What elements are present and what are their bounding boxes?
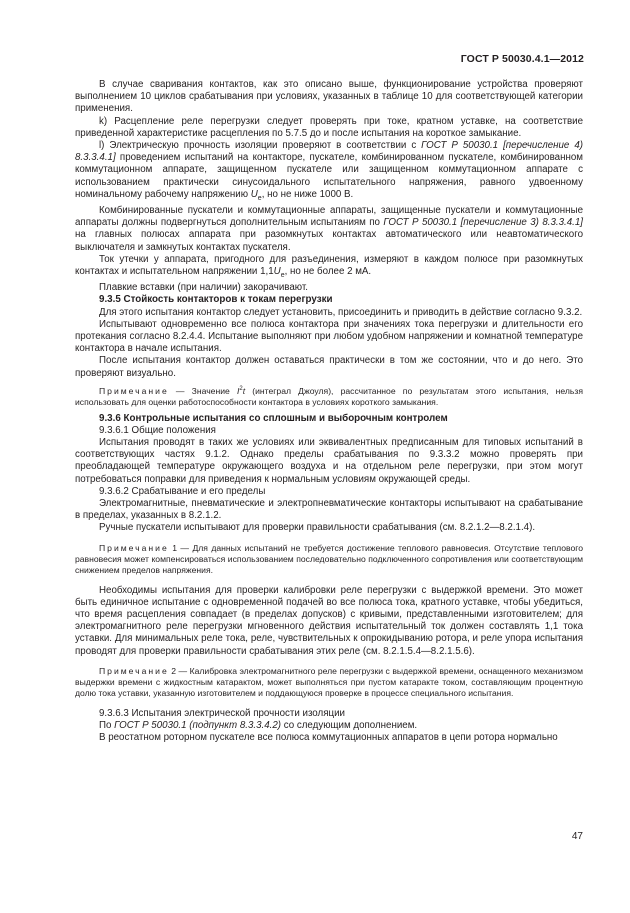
document-body [75,79,583,744]
note-text: 2 — Калибровка электромагнитного реле перегрузки с выдержкой времени, оснащенного механизмом выдержки времени с жидкостным катарактом, может выполняться при пустом катаракте током, составляющим процентную долю тока уставки, указанную изготовителем и поддающуюся проверке в процессе специального испытания. [75,665,583,698]
note-label: Примечание [99,665,169,676]
note-label: Примечание [99,385,169,396]
paragraph: В случае сваривания контактов, как это описано выше, функционирование устройства проверяют выполнением 10 циклов срабатывания при условиях, указанных в таблице 10 для соответствующей категории применения. [75,79,583,115]
document-header-id: ГОСТ Р 50030.4.1—2012 [460,53,584,65]
joule-integral-time-symbol: t [242,385,246,396]
subsection-heading: 9.3.6.3 Испытания электрической прочности изоляции [99,707,345,719]
note-text: (интеграл Джоуля), рассчитанное по результатам этого испытания, нельзя использовать для оценки работоспособности контактора в условиях короткого замыкания. [75,385,583,407]
note [75,384,583,408]
voltage-subscript: e [257,194,262,202]
paragraph: Необходимы испытания для проверки калибровки реле перегрузки с выдержкой времени. Это может быть единичное испытание с одновременной подачей во все полюса тока, кратного уставке, чтобы убедиться, что время расцепления совпадает (в пределах допусков) с кривыми, представленными изготовителем; для электромагнитного реле перегрузки мгновенного действия испытательный ток должен составлять 1,1 тока уставки. Для минимальных реле тока, реле, чувствительных к опрокидыванию ротора, и реле упора испытания проводят для проверки правильности срабатывания этих реле (см. 8.2.1.5.4—8.2.1.5.6). [75,584,583,657]
voltage-subscript: e [280,271,285,279]
paragraph-text: l) Электрическую прочность изоляции проверяют в соответствии с [99,140,422,152]
subsection-heading: 9.3.6.1 Общие положения [99,424,216,436]
paragraph-text: Комбинированные пускатели и коммутационные аппараты, защищенные пускатели и коммутационные аппараты должны подвергнуться дополнительным испытаниям по [75,204,583,229]
note-text: 1 — Для данных испытаний не требуется достижение теплового равновесия. Отсутствие теплового равновесия может компенсироваться использованием последовательно подключенного сопротивления или соответствующим снижением пределов напряжения. [75,542,583,575]
joule-integral-exponent: 2 [239,385,243,392]
paragraph [75,205,583,254]
paragraph-text: , но не ниже 1000 В. [261,188,354,200]
paragraph: Для этого испытания контактор следует установить, присоединить и приводить в действие согласно 9.3.2. [99,306,583,318]
paragraph-text: на главных полюсах аппарата при разомкнутых контактах автоматического или неавтоматического выключателя и замкнутых контактах пускателя. [75,229,583,253]
paragraph [75,254,583,282]
paragraph-text: По [99,720,115,732]
paragraph-text: , но не более 2 мА. [284,265,372,277]
paragraph-text: Ток утечки у аппарата, пригодного для разъединения, измеряют в каждом полюсе при разомкнутых контактах и испытательном напряжении 1,1 [75,253,583,277]
standard-reference: ГОСТ Р 50030.1 [перечисление 3) 8.3.3.4.1] [383,217,583,229]
paragraph: Ручные пускатели испытывают для проверки правильности срабатывания (см. 8.2.1.2—8.2.1.4). [99,522,536,534]
voltage-symbol: U [250,188,258,200]
voltage-symbol: U [273,265,281,277]
note [75,666,583,699]
joule-integral-symbol: I [236,385,240,396]
paragraph [75,720,583,732]
note-text: — Значение [168,385,237,396]
paragraph: Плавкие вставки (при наличии) закорачивают. [99,282,308,294]
paragraph: Испытания проводят в таких же условиях или эквивалентных предписанным для типовых испытаний в соответствующих частях 9.1.2. Однако пределы срабатывания по 9.3.3.2 можно проверять при преобладающей температуре окружающего воздуха и на отдельном реле перегрузки, при этом могут потребоваться поправки для приведения к нормальным условиям окружающей среды. [75,437,583,485]
note [75,543,583,576]
paragraph: После испытания контактор должен оставаться практически в том же состоянии, что и до него. Это проверяют визуально. [75,355,583,379]
paragraph: Электромагнитные, пневматические и электропневматические контакторы испытывают на срабатывание в пределах, указанных в 8.2.1.2. [75,498,583,522]
standard-reference: ГОСТ Р 50030.1 (подпункт 8.3.3.4.2) [114,720,282,732]
section-heading-9-3-6: 9.3.6 Контрольные испытания со сплошным и выборочным контролем [99,412,448,424]
page-number: 47 [571,831,583,842]
paragraph-text: со следующим дополнением. [281,720,418,732]
paragraph-item-k: k) Расцепление реле перегрузки следует проверять при токе, кратном уставке, на соответствие приведенной характеристике расцепления по 5.7.5 до и после испытания на короткое замыкание. [75,115,583,139]
paragraph: В реостатном роторном пускателе все полюса коммутационных аппаратов в цепи ротора нормально [99,732,558,744]
subsection-heading: 9.3.6.2 Срабатывание и его пределы [99,485,266,497]
paragraph: Испытывают одновременно все полюса контактора при значениях тока перегрузки и длительности его протекания согласно 8.2.4.4. Испытание выполняют при любом удобном напряжении и комнатной температуре контактора в начале испытания. [75,318,583,355]
standard-reference: ГОСТ Р 50030.1 [перечисление 4) 8.3.3.4.1] [75,140,583,164]
paragraph-text: проведением испытаний на контакторе, пускателе, комбинированном пускателе, комбинированном коммутационном аппарате, защищенном пускателе или защищенном коммутационном аппарате с использованием практически синусоидального испытательного напряжения, равного удвоенному номинальному рабочему напряжению [75,152,583,200]
note-label: Примечание [99,542,169,553]
section-heading-9-3-5: 9.3.5 Стойкость контакторов к токам перегрузки [99,294,333,306]
paragraph-item-l [75,140,583,205]
